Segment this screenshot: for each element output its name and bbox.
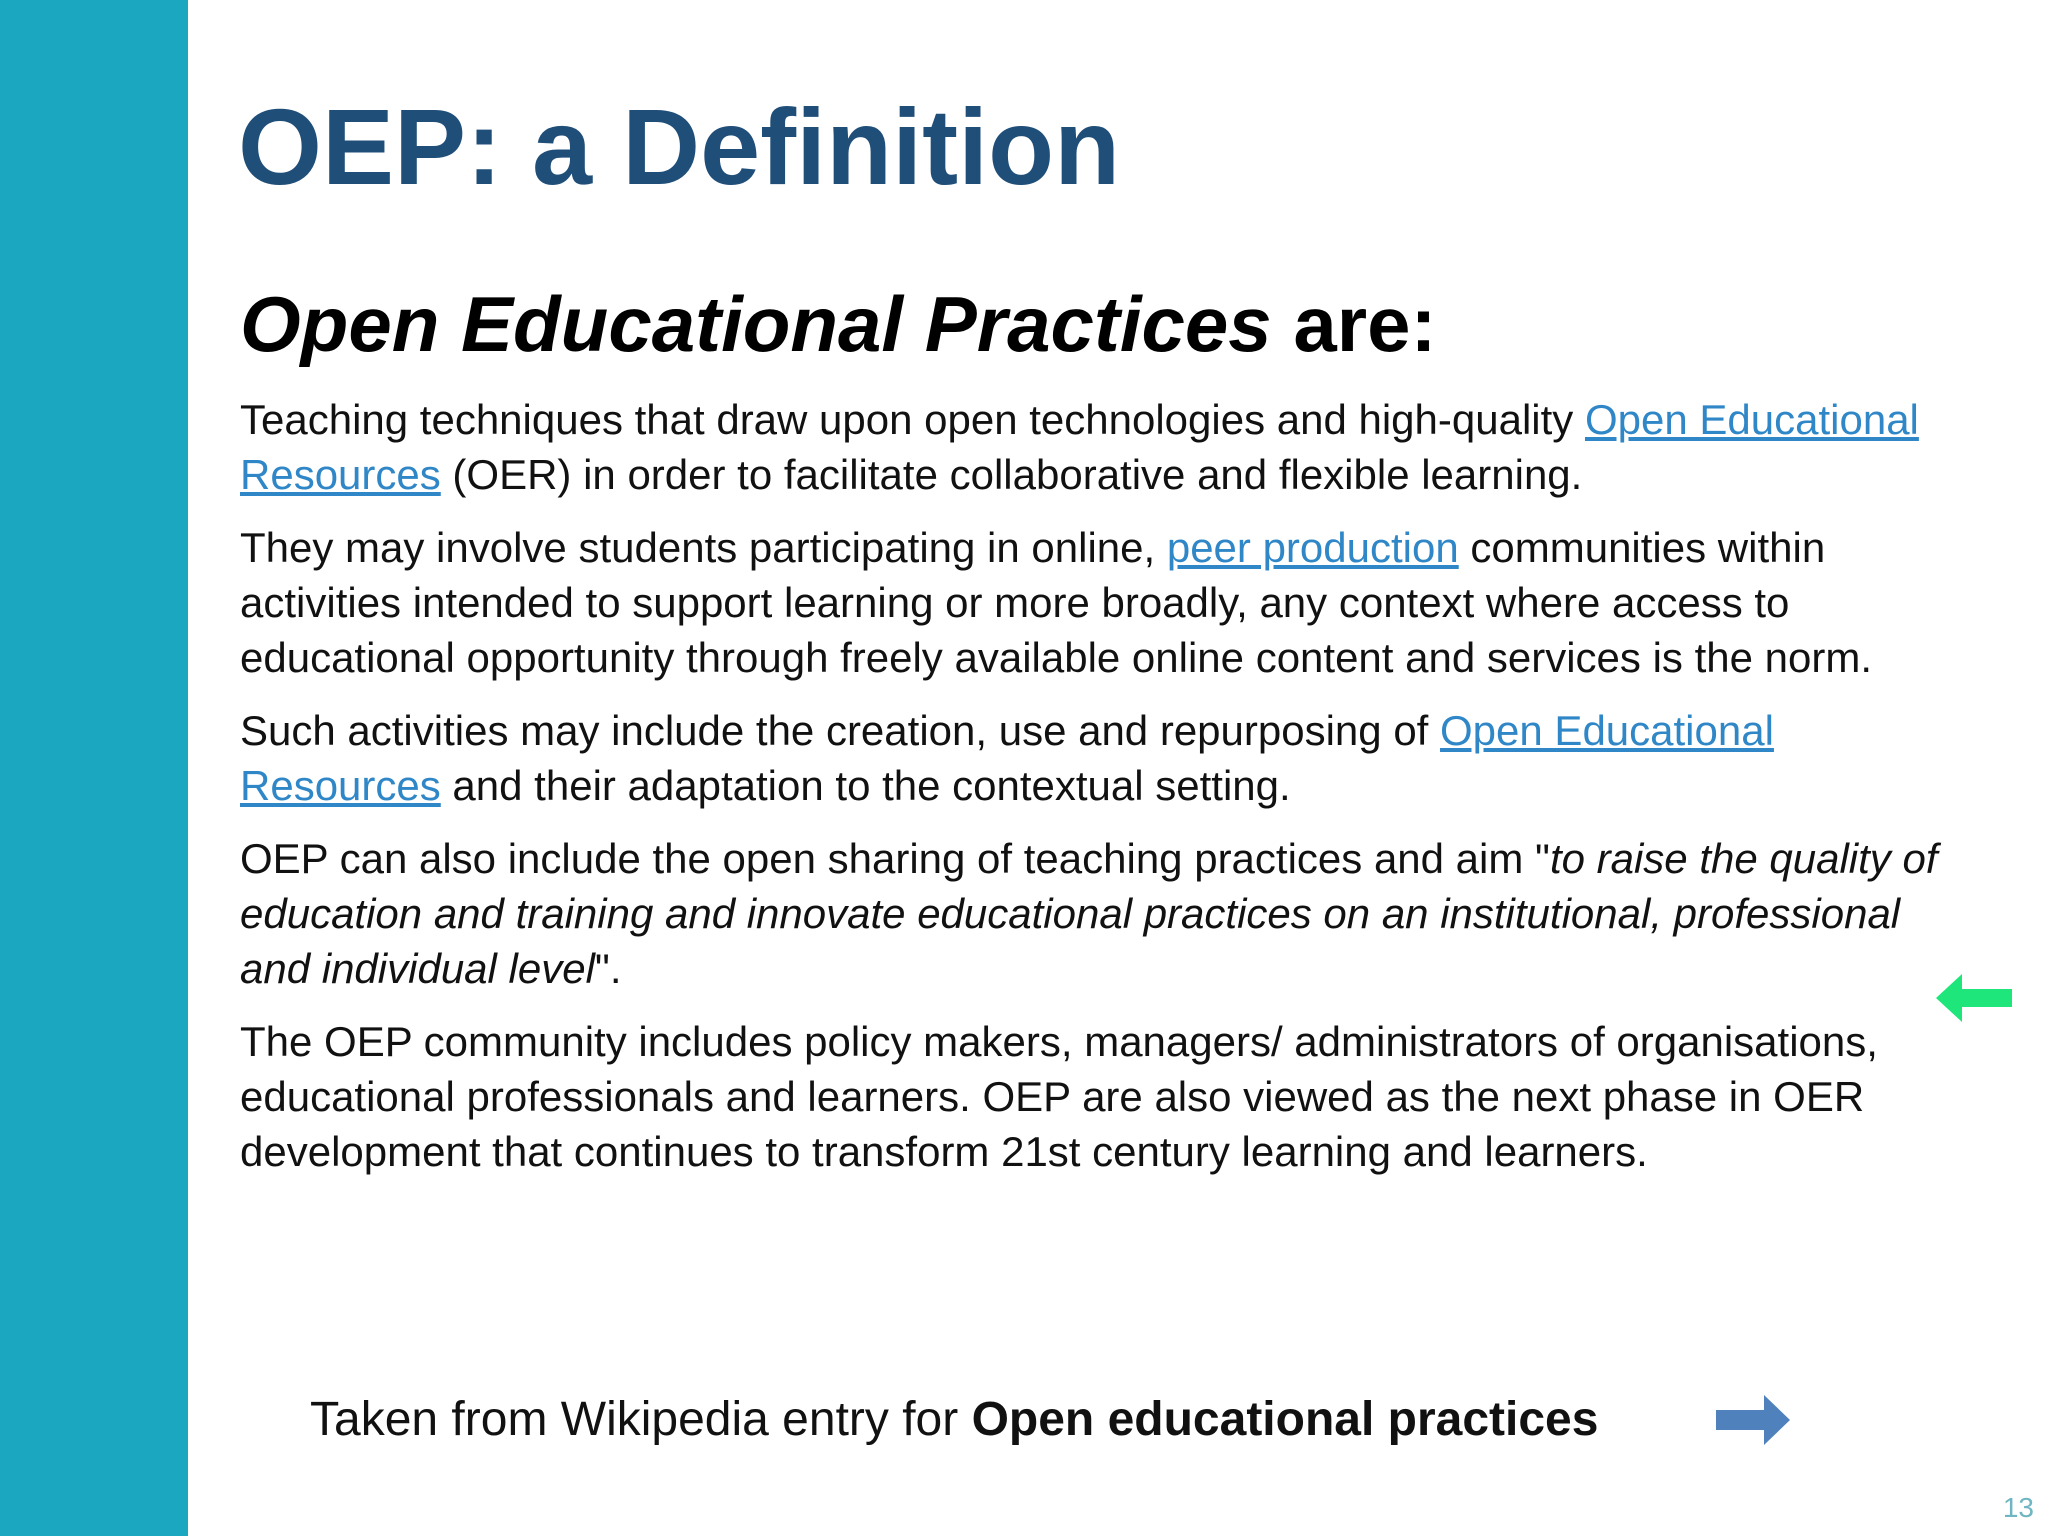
paragraph-3 [240, 703, 1960, 813]
paragraph-5 [240, 1014, 1960, 1179]
source-attribution [310, 1392, 1598, 1447]
paragraph-text: communities within activities intended to support learning or more broadly, any context where access to educational opportunity through freely available online content and services is the norm. [240, 524, 1872, 681]
paragraph-text: ". [594, 945, 622, 992]
paragraph-text: Teaching techniques that draw upon open technologies and high-quality [240, 396, 1585, 443]
side-accent-bar [0, 0, 188, 1536]
peer-production-link[interactable]: peer production [1166, 524, 1459, 571]
slide-subtitle [240, 282, 1436, 368]
slide-title: OEP: a Definition [238, 86, 1121, 207]
paragraph-text: The OEP community includes policy makers, managers/ administrators of organisations, educational professionals and learners. OEP are also viewed as the next phase in OER development that continues to transform 21st century learning and learners. [240, 1018, 1878, 1175]
green-left-arrow-icon[interactable] [1936, 974, 2012, 1022]
paragraph-text: OEP can also include the open sharing of teaching practices and aim " [240, 835, 1550, 882]
paragraph-4 [240, 831, 1960, 996]
oer-link[interactable]: Open Educational Resources [240, 396, 1919, 498]
paragraph-2 [240, 520, 1960, 685]
subtitle-rest: are: [1271, 280, 1437, 368]
subtitle-italic: Open Educational Practices [240, 280, 1272, 368]
paragraph-text: Such activities may include the creation, use and repurposing of [240, 707, 1441, 754]
source-title: Open educational practices [971, 1393, 1599, 1446]
source-prefix: Taken from Wikipedia entry for [310, 1393, 972, 1446]
page-number: 13 [2002, 1492, 2034, 1523]
blue-right-arrow-icon[interactable] [1716, 1395, 1790, 1445]
oer-link-2[interactable]: Open Educational Resources [240, 707, 1774, 809]
paragraph-text: (OER) in order to facilitate collaborative and flexible learning. [440, 451, 1583, 498]
paragraph-text: They may involve students participating in online, [240, 524, 1167, 571]
paragraph-1 [240, 392, 1960, 502]
quote-text: to raise the quality of education and training and innovate educational practices on an institutional, professional and individual level [240, 835, 1938, 992]
paragraph-text: and their adaptation to the contextual setting. [440, 762, 1291, 809]
definition-body [240, 392, 1960, 1197]
